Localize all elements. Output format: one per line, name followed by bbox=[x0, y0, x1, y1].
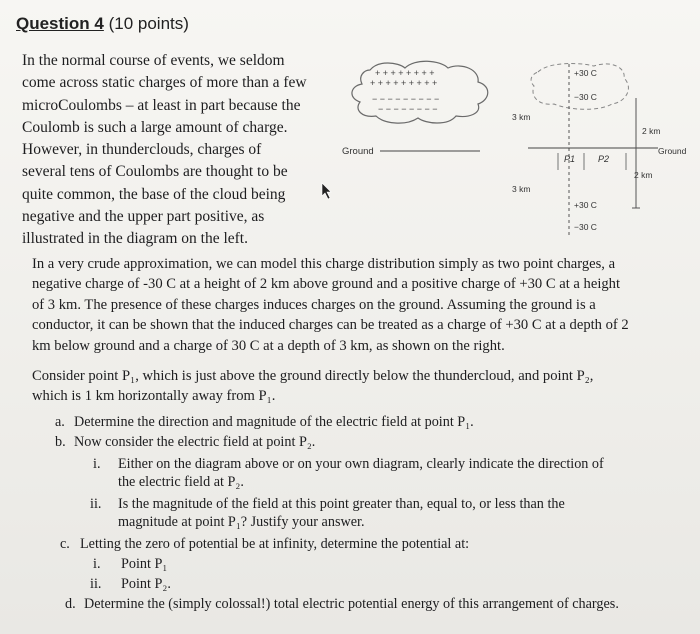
cloud-positive-charges: + + + + + + + + + bbox=[370, 78, 438, 88]
intro-line: microCoulombs – at least in part because the bbox=[22, 96, 301, 114]
paragraph-line: conductor, it can be shown that the induced charges can be treated as a charge of +30 C at a depth of 2 bbox=[32, 317, 629, 334]
point-label: P2 bbox=[598, 154, 610, 164]
distance-label: 2 km bbox=[634, 170, 653, 180]
subpart-text: the electric field at P₂. bbox=[118, 474, 244, 490]
charge-label: +30 C bbox=[574, 200, 597, 210]
part-text: Letting the zero of potential be at infinity, determine the potential at: bbox=[80, 536, 470, 552]
model-paragraph bbox=[32, 254, 682, 356]
paragraph-line: negative charge of -30 C at a height of 2 km above ground and a positive charge of +30 C at a height bbox=[32, 276, 621, 293]
intro-line: However, in thunderclouds, charges of bbox=[22, 141, 262, 159]
distance-label: 3 km bbox=[512, 112, 531, 122]
point-label: P1 bbox=[564, 154, 576, 164]
part-marker: b. bbox=[55, 434, 66, 450]
paragraph-line: Consider point P₁, which is just above the ground directly below the thundercloud, and point P₂, bbox=[32, 368, 594, 384]
cloud-negative-charges: − − − − − − − − − bbox=[372, 94, 440, 104]
cloud-diagram bbox=[330, 52, 500, 162]
intro-line: In the normal course of events, we seldom bbox=[22, 52, 285, 69]
paragraph-line: km below ground and a charge of 30 C at a depth of 3 km, as shown on the right. bbox=[32, 337, 505, 354]
subpart-text: Point P₂. bbox=[121, 576, 171, 592]
subpart-text: Either on the diagram above or on your own diagram, clearly indicate the direction of bbox=[118, 456, 604, 472]
paragraph-line: which is 1 km horizontally away from P₁. bbox=[32, 388, 276, 405]
part-marker: a. bbox=[55, 414, 65, 430]
charge-label: −30 C bbox=[574, 222, 597, 232]
paragraph-line: In a very crude approximation, we can model this charge distribution simply as two point charges, a bbox=[32, 256, 616, 272]
intro-line: negative and the upper part positive, as bbox=[22, 208, 265, 226]
charge-label: −30 C bbox=[574, 92, 597, 102]
part-text: Determine the (simply colossal!) total electric potential energy of this arrangement of charges. bbox=[84, 596, 619, 612]
intro-line: illustrated in the diagram on the left. bbox=[22, 230, 248, 248]
cloud-negative-charges: − − − − − − − − bbox=[378, 104, 438, 114]
intro-line: Coulomb is such a large amount of charge. bbox=[22, 118, 288, 136]
subpart-text: Point P₁ bbox=[121, 556, 168, 572]
part-marker: d. bbox=[65, 596, 76, 612]
paragraph-line: of 3 km. The presence of these charges induces charges on the ground. Assuming the ground is a bbox=[32, 296, 596, 313]
charge-label: +30 C bbox=[574, 68, 597, 78]
part-marker: c. bbox=[60, 536, 70, 552]
subpart-text: magnitude at point P₁? Justify your answer. bbox=[118, 514, 365, 530]
intro-line: several tens of Coulombs are thought to be bbox=[22, 163, 288, 181]
subpart-text: Is the magnitude of the field at this point greater than, equal to, or less than the bbox=[118, 496, 565, 512]
subpart-marker: i. bbox=[93, 456, 101, 472]
subpart-marker: i. bbox=[93, 556, 101, 572]
intro-line: come across static charges of more than a few bbox=[22, 74, 307, 92]
part-text: Now consider the electric field at point P₂. bbox=[74, 434, 316, 450]
distance-label: 2 km bbox=[642, 126, 661, 136]
charge-model-diagram bbox=[508, 58, 700, 244]
subpart-marker: ii. bbox=[90, 496, 102, 512]
subpart-marker: ii. bbox=[90, 576, 102, 592]
cloud-positive-charges: + + + + + + + + bbox=[375, 68, 435, 78]
part-text: Determine the direction and magnitude of the electric field at point P₁. bbox=[74, 414, 474, 430]
intro-text bbox=[22, 50, 322, 251]
mouse-cursor-icon bbox=[320, 182, 334, 200]
points-paragraph bbox=[32, 366, 682, 407]
ground-label: Ground bbox=[658, 146, 687, 156]
question-points: (10 points) bbox=[108, 14, 189, 33]
question-title bbox=[16, 14, 189, 34]
question-label: Question 4 bbox=[16, 14, 104, 33]
ground-label: Ground bbox=[342, 146, 374, 157]
distance-label: 3 km bbox=[512, 184, 531, 194]
intro-line: quite common, the base of the cloud being bbox=[22, 185, 286, 203]
